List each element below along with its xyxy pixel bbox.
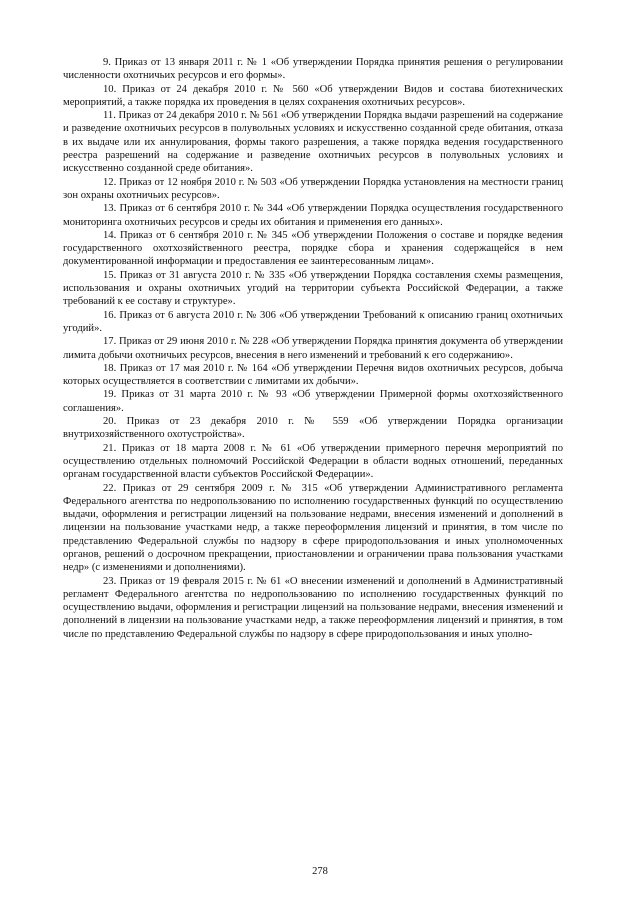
list-item-12: 12. Приказ от 12 ноября 2010 г. № 503 «Об утверждении Порядка установления на местности границ зон охраны охотничьих ресурсов». <box>63 176 563 201</box>
list-item-22: 22. Приказ от 29 сентября 2009 г. № 315 «Об утверждении Административного регламента Федерального агентства по недропользованию по исполнению государственных функций по осуществлению выдачи, оформления и регистрации лицензий на пользование недрами, внесения изменений и дополнений в лицензии на пользование участками недр, а также переоформления лицензий и принятия, в том числе по представлению Федеральной службы по надзору в сфере природопользования и иных уполномоченных органов, решений о досрочном прекращении, приостановлении и ограничении права пользования участками недр» (с изменениями и дополнениями). <box>63 482 563 574</box>
list-item-20: 20. Приказ от 23 декабря 2010 г. № 559 «Об утверждении Порядка организации внутрихозяйственного охотустройства». <box>63 416 563 441</box>
list-item-9: 9. Приказ от 13 января 2011 г. № 1 «Об утверждении Порядка принятия решения о регулировании численности охотничьих ресурсов и его формы». <box>63 57 563 82</box>
list-item-14: 14. Приказ от 6 сентября 2010 г. № 345 «Об утверждении Положения о составе и порядке ведения государственного охотхозяйственного реестра, порядке сбора и хранения содержащейся в нем документированной информации и предоставления ее заинтересованным лицам». <box>63 229 563 268</box>
list-item-16: 16. Приказ от 6 августа 2010 г. № 306 «Об утверждении Требований к описанию границ охотничьих угодий». <box>63 309 563 334</box>
list-item-23: 23. Приказ от 19 февраля 2015 г. № 61 «О внесении изменений и дополнений в Административный регламент Федерального агентства по недропользованию по исполнению государственных функций по осуществлению выдачи, оформления и регистрации лицензий на пользование недрами, внесения изменений и дополнений в лицензии на пользование участками недр, а также переоформления лицензий и принятия, в том числе по представлению Федеральной службы по надзору в сфере природопользования и иных уполно- <box>63 575 563 640</box>
list-item-13: 13. Приказ от 6 сентября 2010 г. № 344 «Об утверждении Порядка осуществления государственного мониторинга охотничьих ресурсов и среды их обитания и применения его данных». <box>63 203 563 228</box>
list-item-15: 15. Приказ от 31 августа 2010 г. № 335 «Об утверждении Порядка составления схемы размещения, использования и охраны охотничьих угодий на территории субъекта Российской Федерации, а также требований к ее составу и структуре». <box>63 269 563 308</box>
list-item-11: 11. Приказ от 24 декабря 2010 г. № 561 «Об утверждении Порядка выдачи разрешений на содержание и разведение охотничьих ресурсов в полувольных условиях и искусственно созданной среде обитания, отказа в их выдаче или их аннулирования, формы такого разрешения, а также порядка ведения государственного реестра разрешений на содержание и разведение охотничьих ресурсов в полувольных условиях и искусственно созданной среде обитания». <box>63 110 563 175</box>
list-item-17: 17. Приказ от 29 июня 2010 г. № 228 «Об утверждении Порядка принятия документа об утверждении лимита добычи охотничьих ресурсов, внесения в него изменений и требований к его содержанию». <box>63 336 563 361</box>
list-item-18: 18. Приказ от 17 мая 2010 г. № 164 «Об утверждении Перечня видов охотничьих ресурсов, добыча которых осуществляется в соответствии с лимитами их добычи». <box>63 362 563 388</box>
list-item-19: 19. Приказ от 31 марта 2010 г. № 93 «Об утверждении Примерной формы охотхозяйственного соглашения». <box>63 389 563 414</box>
list-item-10: 10. Приказ от 24 декабря 2010 г. № 560 «Об утверждении Видов и состава биотехнических мероприятий, а также порядка их проведения в целях сохранения охотничьих ресурсов». <box>63 83 563 108</box>
list-item-21: 21. Приказ от 18 марта 2008 г. № 61 «Об утверждении примерного перечня мероприятий по осуществлению отдельных полномочий Российской Федерации в области водных отношений, переданных органам государственной власти субъектов Российской Федерации». <box>63 442 563 481</box>
page-number: 278 <box>312 866 328 877</box>
document-page <box>63 56 563 836</box>
